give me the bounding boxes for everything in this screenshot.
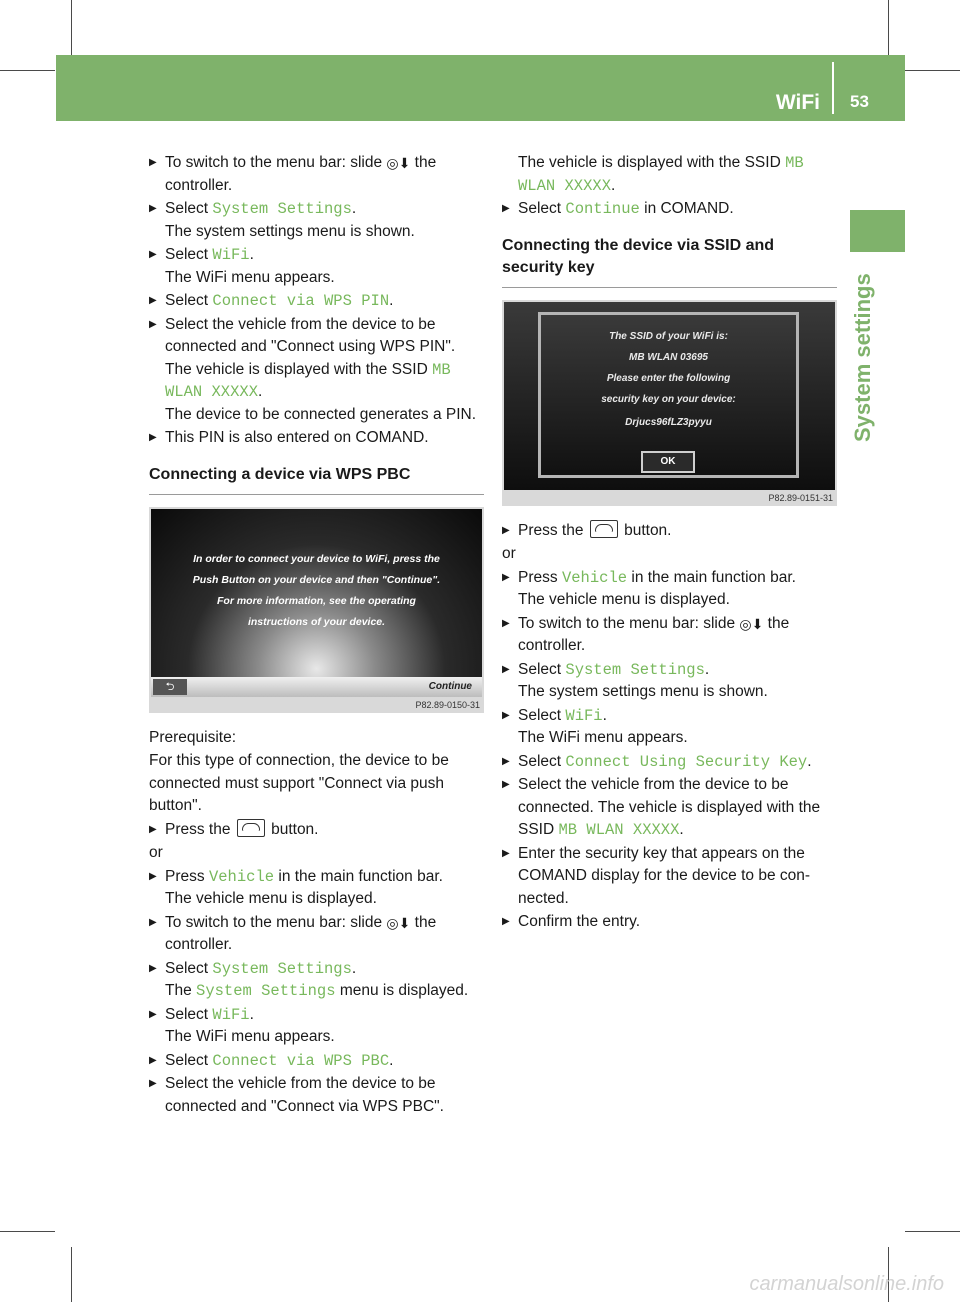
- step-item: ▶ Press Vehicle in the main function bar. The vehicle menu is displayed.: [502, 567, 837, 612]
- wps-pbc-figure: [149, 507, 484, 713]
- watermark: carmanualsonline.info: [749, 1273, 944, 1295]
- step-item: ▶ Select WiFi. The WiFi menu appears.: [149, 1004, 484, 1049]
- crop-mark: [71, 1247, 72, 1302]
- crop-mark: [71, 0, 72, 55]
- header-divider: [832, 62, 834, 114]
- security-key-text: Drjucs96fLZ3pyyu: [625, 416, 712, 428]
- dialog-text-line: Please enter the following: [606, 372, 731, 384]
- menu-item-code: Vehicle: [208, 867, 275, 886]
- section-heading: Connecting the device via SSID and security key: [502, 235, 837, 288]
- right-column: [502, 152, 837, 935]
- crop-mark: [0, 1231, 55, 1232]
- screen-text-line: instructions of your device.: [247, 615, 386, 628]
- controller-slide-icon: ◎⬇: [386, 155, 411, 171]
- crop-mark: [905, 1231, 960, 1232]
- dialog-text-line: security key on your device:: [601, 393, 736, 405]
- step-item: ▶ Select the vehicle from the device to be connected and "Connect using WPS PIN". The vehicle is displayed with the SSID MB WLAN XXXXX. The device to be connected generates a PIN.: [149, 314, 484, 427]
- step-item: ▶ Select System Settings. The system settings menu is shown.: [149, 198, 484, 243]
- step-item: ▶ Select Connect via WPS PBC.: [149, 1050, 484, 1073]
- menu-item-code: Continue: [565, 200, 640, 218]
- step-item: ▶ To switch to the menu bar: slide ◎⬇ the controller.: [502, 613, 837, 658]
- side-tab: [850, 210, 905, 252]
- section-heading: Connecting a device via WPS PBC: [149, 464, 484, 495]
- ssid-code: MB WLAN XXXXX: [518, 154, 804, 195]
- vehicle-button-icon: [590, 520, 618, 538]
- step-item: ▶ Select WiFi. The WiFi menu appears.: [502, 705, 837, 750]
- menu-item-code: System Settings: [196, 982, 336, 1000]
- step-item: ▶ This PIN is also entered on COMAND.: [149, 427, 484, 450]
- dialog-text-line: The SSID of your WiFi is:: [609, 330, 728, 342]
- menu-item-code: Vehicle: [561, 568, 628, 587]
- menu-item-code: WiFi: [212, 246, 250, 264]
- controller-slide-icon: ◎⬇: [739, 615, 764, 632]
- continue-label: Continue: [428, 680, 472, 692]
- figure-code: P82.89-0150-31: [415, 699, 480, 710]
- back-icon: ⮌: [153, 679, 187, 695]
- step-item: ▶ To switch to the menu bar: slide ◎⬇ the controller.: [149, 152, 484, 197]
- step-item: ▶ Select System Settings. The system settings menu is shown.: [502, 659, 837, 704]
- or-text: or: [502, 545, 516, 562]
- step-item: ▶ Select Continue in COMAND.: [502, 198, 837, 221]
- continuation-text: The vehicle is displayed with the SSID MB WLAN XXXXX.: [518, 154, 804, 195]
- ssid-key-figure: [502, 300, 837, 506]
- step-item: ▶ Enter the security key that appears on the COMAND display for the device to be con- nected.: [502, 843, 837, 911]
- menu-item-code: System Settings: [212, 959, 352, 978]
- figure-code: P82.89-0151-31: [768, 492, 833, 503]
- page-title: WiFi: [775, 91, 820, 114]
- controller-slide-icon: ◎⬇: [386, 914, 411, 931]
- page-number: 53: [850, 92, 869, 111]
- ok-button: OK: [641, 451, 695, 473]
- or-text: or: [149, 844, 163, 861]
- ssid-code: MB WLAN XXXXX: [558, 821, 680, 839]
- menu-item-code: Connect via WPS PIN: [212, 292, 390, 310]
- screen-text-line: In order to connect your device to WiFi, press the: [193, 552, 440, 565]
- step-item: ▶ To switch to the menu bar: slide ◎⬇ the controller.: [149, 912, 484, 957]
- left-column: [149, 152, 484, 1119]
- menu-item-code: Connect via WPS PBC: [212, 1051, 390, 1070]
- step-item: ▶ Select Connect Using Security Key.: [502, 751, 837, 774]
- menu-item-code: WiFi: [212, 1005, 250, 1024]
- comand-screen: [151, 509, 482, 697]
- step-item: ▶ Press Vehicle in the main function bar. The vehicle menu is displayed.: [149, 866, 484, 911]
- menu-item-code: Connect Using Security Key: [565, 752, 808, 771]
- ssid-code: MB WLAN XXXXX: [165, 360, 451, 401]
- prerequisite-label: Prerequisite:: [149, 728, 237, 746]
- screen-text-line: Push Button on your device and then "Continue".: [192, 573, 441, 586]
- crop-mark: [0, 70, 55, 71]
- ssid-dialog: [538, 312, 799, 478]
- crop-mark: [905, 70, 960, 71]
- menu-item-code: System Settings: [212, 200, 352, 218]
- step-item: ▶ Select the vehicle from the device to be connected. The vehicle is displayed with the SSID MB WLAN XXXXX.: [502, 774, 837, 842]
- menu-item-code: System Settings: [565, 660, 705, 679]
- dialog-text-line: MB WLAN 03695: [629, 351, 708, 363]
- vehicle-button-icon: [237, 819, 265, 837]
- step-item: ▶ Select the vehicle from the device to be connected and "Connect via WPS PBC".: [149, 1073, 484, 1118]
- crop-mark: [888, 0, 889, 55]
- step-item: ▶ Select WiFi. The WiFi menu appears.: [149, 244, 484, 289]
- step-item: ▶ Press the button.: [502, 520, 837, 543]
- screen-text-line: For more information, see the operating: [217, 594, 416, 607]
- prerequisite-text: For this type of connection, the device to be connected must support "Connect via push button".: [149, 752, 449, 814]
- step-item: ▶ Press the button.: [149, 819, 484, 842]
- function-bar: [151, 677, 482, 697]
- side-section-label: System settings: [850, 273, 875, 442]
- comand-screen: [504, 302, 835, 490]
- step-item: ▶ Select Connect via WPS PIN.: [149, 290, 484, 313]
- menu-item-code: WiFi: [565, 706, 603, 725]
- step-item: ▶ Select System Settings. The System Settings menu is displayed.: [149, 958, 484, 1003]
- step-item: ▶ Confirm the entry.: [502, 911, 837, 934]
